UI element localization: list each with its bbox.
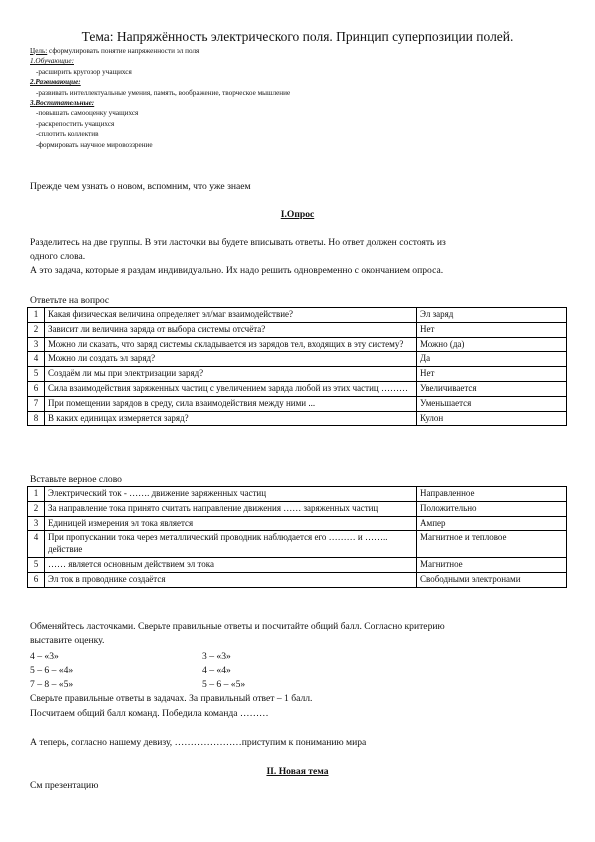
table-row bbox=[28, 308, 567, 323]
row-number: 8 bbox=[28, 411, 45, 426]
goals-heading-1: 1.Обучающие: bbox=[30, 57, 74, 66]
row-number: 1 bbox=[28, 487, 45, 502]
row-number: 5 bbox=[28, 557, 45, 572]
grade-criterion: 5 – 6 – «5» bbox=[202, 679, 246, 690]
question-cell: Можно ли сказать, что заряд системы складывается из зарядов тел, входящих в эту систему? bbox=[45, 337, 417, 352]
grade-criterion: 4 – «3» bbox=[30, 651, 59, 662]
answer-cell: Нет bbox=[417, 367, 567, 382]
answer-cell: Положительно bbox=[417, 501, 567, 516]
row-number: 6 bbox=[28, 381, 45, 396]
table-row bbox=[28, 501, 567, 516]
paragraph: Разделитесь на две группы. В эти ласточки вы будете вписывать ответы. Но ответ должен состоять из bbox=[30, 237, 446, 248]
row-number: 1 bbox=[28, 308, 45, 323]
question-cell: Можно ли создать эл заряд? bbox=[45, 352, 417, 367]
answer-cell: Кулон bbox=[417, 411, 567, 426]
row-number: 6 bbox=[28, 572, 45, 587]
table-row bbox=[28, 516, 567, 531]
table-row bbox=[28, 322, 567, 337]
row-number: 2 bbox=[28, 501, 45, 516]
grade-criterion: 4 – «4» bbox=[202, 665, 231, 676]
intro-text: Прежде чем узнать о новом, вспомним, что уже знаем bbox=[30, 181, 251, 192]
table-row bbox=[28, 396, 567, 411]
grade-criterion: 7 – 8 – «5» bbox=[30, 679, 74, 690]
question-cell: Какая физическая величина определяет эл/маг взаимодействие? bbox=[45, 308, 417, 323]
statement-cell: За направление тока принято считать направление движения …… заряженных частиц bbox=[45, 501, 417, 516]
paragraph: А теперь, согласно нашему девизу, …………………приступим к пониманию мира bbox=[30, 737, 367, 748]
answer-cell: Направленное bbox=[417, 487, 567, 502]
table-row bbox=[28, 411, 567, 426]
table-row bbox=[28, 557, 567, 572]
paragraph: Обменяйтесь ласточками. Сверьте правильные ответы и посчитайте общий балл. Согласно критерию bbox=[30, 621, 445, 632]
answer-cell: Да bbox=[417, 352, 567, 367]
goal-item: -раскрепостить учащихся bbox=[36, 119, 115, 128]
answer-cell: Уменьшается bbox=[417, 396, 567, 411]
goals-heading-3: 3.Воспитательные: bbox=[30, 99, 95, 108]
table-row bbox=[28, 531, 567, 558]
table-row bbox=[28, 337, 567, 352]
statement-cell: Эл ток в проводнике создаётся bbox=[45, 572, 417, 587]
table-row bbox=[28, 381, 567, 396]
statement-cell: Электрический ток - ……. движение заряженных частиц bbox=[45, 487, 417, 502]
row-number: 2 bbox=[28, 322, 45, 337]
answer-cell: Нет bbox=[417, 322, 567, 337]
goal-item: -развивать интеллектуальные умения, память, воображение, творческое мышление bbox=[36, 88, 291, 97]
questions-table bbox=[27, 307, 567, 426]
row-number: 7 bbox=[28, 396, 45, 411]
question-cell: Зависит ли величина заряда от выбора системы отсчёта? bbox=[45, 322, 417, 337]
paragraph: См презентацию bbox=[30, 780, 99, 791]
goal-text: сформулировать понятие напряженности эл поля bbox=[47, 47, 200, 55]
table-row bbox=[28, 367, 567, 382]
section-heading-new-topic: II. Новая тема bbox=[266, 766, 329, 777]
answer-cell: Магнитное bbox=[417, 557, 567, 572]
answer-cell: Ампер bbox=[417, 516, 567, 531]
answer-cell: Увеличивается bbox=[417, 381, 567, 396]
paragraph: Сверьте правильные ответы в задачах. За правильный ответ – 1 балл. bbox=[30, 693, 313, 704]
row-number: 3 bbox=[28, 337, 45, 352]
question-cell: В каких единицах измеряется заряд? bbox=[45, 411, 417, 426]
question-cell: Создаём ли мы при электризации заряд? bbox=[45, 367, 417, 382]
goal-item: -повышать самооценку учащихся bbox=[36, 109, 139, 118]
fill-in-table bbox=[27, 486, 567, 588]
grade-criterion: 5 – 6 – «4» bbox=[30, 665, 74, 676]
paragraph: выставите оценку. bbox=[30, 635, 105, 646]
question-cell: Сила взаимодействия заряженных частиц с увеличением заряда любой из этих частиц ……… bbox=[45, 381, 417, 396]
table1-caption: Ответьте на вопрос bbox=[30, 295, 110, 306]
goal-item: -расширить кругозор учащихся bbox=[36, 67, 132, 76]
question-cell: При помещении зарядов в среду, сила взаимодействия между ними ... bbox=[45, 396, 417, 411]
grade-criterion: 3 – «3» bbox=[202, 651, 231, 662]
answer-cell: Свободными электронами bbox=[417, 572, 567, 587]
table-row bbox=[28, 572, 567, 587]
goal-item: -формировать научное мировоззрение bbox=[36, 140, 153, 149]
goals-heading-2: 2.Развивающие: bbox=[30, 78, 81, 87]
section-heading-survey: I.Опрос bbox=[280, 209, 315, 220]
answer-cell: Можно (да) bbox=[417, 337, 567, 352]
table-row bbox=[28, 352, 567, 367]
table-row bbox=[28, 487, 567, 502]
table2-caption: Вставьте верное слово bbox=[30, 474, 122, 485]
page-title: Тема: Напряжённость электрического поля. Принцип суперпозиции полей. bbox=[81, 29, 514, 44]
goal-label: Цель: bbox=[30, 47, 48, 55]
statement-cell: …… является основным действием эл тока bbox=[45, 557, 417, 572]
answer-cell: Магнитное и тепловое bbox=[417, 531, 567, 558]
row-number: 4 bbox=[28, 352, 45, 367]
statement-cell: При пропускании тока через металлический проводник наблюдается его ……… и …….. действие bbox=[45, 531, 417, 558]
paragraph: А это задача, которые я раздам индивидуально. Их надо решить одновременно с окончанием опроса. bbox=[30, 265, 444, 276]
lesson-goals bbox=[30, 46, 570, 150]
row-number: 3 bbox=[28, 516, 45, 531]
paragraph: Посчитаем общий балл команд. Победила команда ……… bbox=[30, 708, 269, 719]
paragraph: одного слова. bbox=[30, 251, 86, 262]
row-number: 4 bbox=[28, 531, 45, 558]
row-number: 5 bbox=[28, 367, 45, 382]
answer-cell: Эл заряд bbox=[417, 308, 567, 323]
goal-item: -сплотить коллектив bbox=[36, 130, 99, 139]
statement-cell: Единицей измерения эл тока является bbox=[45, 516, 417, 531]
